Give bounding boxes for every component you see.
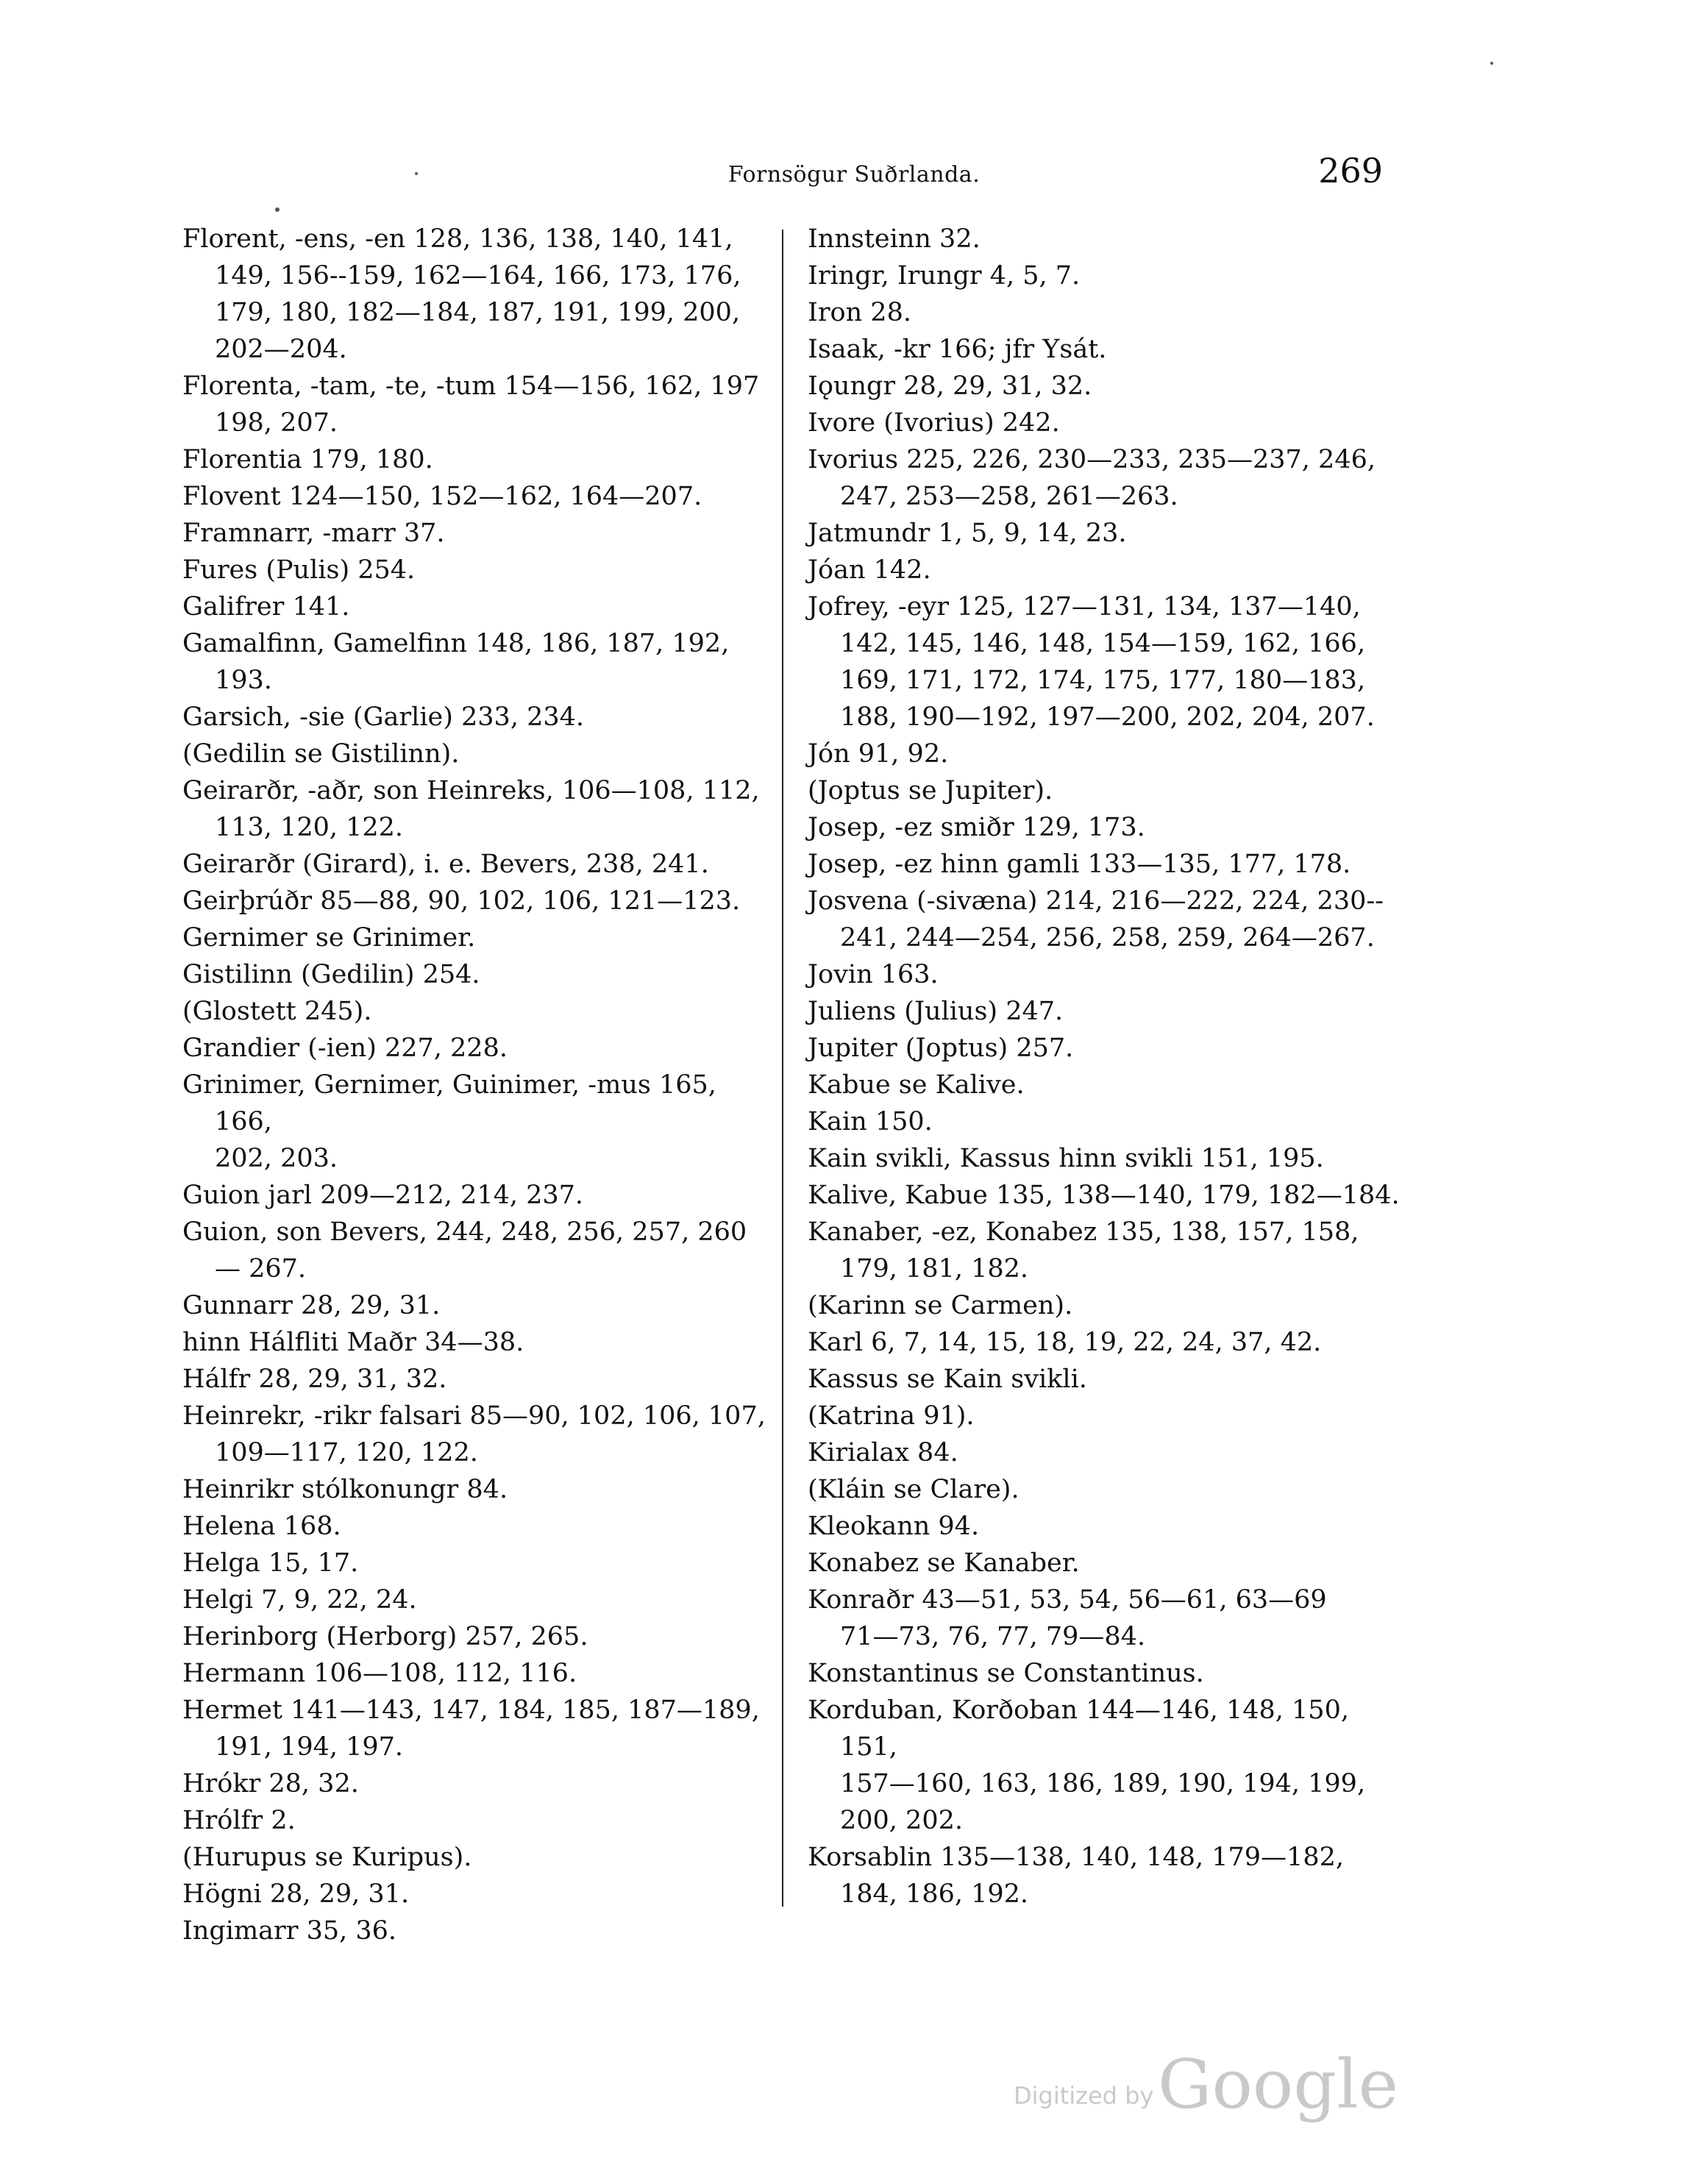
index-entry xyxy=(182,1582,771,1618)
index-entry-line: 241, 244—254, 256, 258, 259, 264—267. xyxy=(840,923,1375,953)
index-entry-line: Kain svikli, Kassus hinn svikli 151, 195. xyxy=(808,1144,1324,1173)
scan-speck xyxy=(415,172,418,175)
index-entry-line: 202, 203. xyxy=(215,1144,338,1173)
index-entry-line: Gamalfinn, Gamelfinn 148, 186, 187, 192, 193. xyxy=(182,629,730,695)
index-entry-line: Guion, son Bevers, 244, 248, 256, 257, 260 xyxy=(182,1217,747,1247)
index-entry-line: Helena 168. xyxy=(182,1512,341,1541)
index-entry-line: Iringr, Irungr 4, 5, 7. xyxy=(808,261,1081,291)
index-entry-line: Jóan 142. xyxy=(808,555,931,585)
index-entry-line: Hermet 141—143, 147, 184, 185, 187—189, xyxy=(182,1696,760,1725)
index-entry-line: (Kláin se Clare). xyxy=(808,1475,1020,1504)
index-entry-line: hinn Hálfliti Maðr 34—38. xyxy=(182,1328,524,1357)
index-entry-line: 202—204. xyxy=(215,335,347,364)
index-entry-line: 179, 181, 182. xyxy=(840,1254,1029,1284)
index-entry-line: Konstantinus se Constantinus. xyxy=(808,1659,1204,1688)
index-entry xyxy=(182,221,771,368)
column-divider xyxy=(782,230,783,1907)
google-logo: Google xyxy=(1158,2045,1399,2124)
index-entry xyxy=(808,588,1403,736)
index-entry-line: Högni 28, 29, 31. xyxy=(182,1879,410,1909)
google-watermark xyxy=(1014,2045,1399,2126)
index-entry-line: Florent, -ens, -en 128, 136, 138, 140, 141, xyxy=(182,224,733,254)
index-entry xyxy=(182,1508,771,1545)
index-entry xyxy=(182,1177,771,1214)
index-entry xyxy=(182,1913,771,1949)
index-entry xyxy=(182,993,771,1030)
index-entry-line: 198, 207. xyxy=(215,408,338,438)
index-entry xyxy=(808,1434,1403,1471)
index-entry-line: Josep, -ez smiðr 129, 173. xyxy=(808,813,1145,842)
index-entry-line: Kalive, Kabue 135, 138—140, 179, 182—184. xyxy=(808,1181,1400,1210)
index-entry xyxy=(808,1030,1403,1067)
index-entry xyxy=(808,1692,1403,1839)
index-entry-line: Florentia 179, 180. xyxy=(182,445,433,474)
index-entry-line: Korsablin 135—138, 140, 148, 179—182, xyxy=(808,1843,1345,1872)
index-entry xyxy=(808,1655,1403,1692)
index-entry-line: 157—160, 163, 186, 189, 190, 194, 199, xyxy=(840,1769,1366,1799)
index-entry xyxy=(182,736,771,772)
index-entry-line: Konraðr 43—51, 53, 54, 56—61, 63—69 xyxy=(808,1585,1327,1615)
index-entry xyxy=(182,919,771,956)
index-entry xyxy=(808,1324,1403,1361)
index-entry-line: Josep, -ez hinn gamli 133—135, 177, 178. xyxy=(808,850,1351,879)
index-entry-line: Josvena (-sivæna) 214, 216—222, 224, 230-- xyxy=(808,886,1384,916)
index-entry-line: 179, 180, 182—184, 187, 191, 199, 200, xyxy=(215,298,741,327)
index-entry-line: 169, 171, 172, 174, 175, 177, 180—183, xyxy=(840,666,1366,695)
index-entry-line: 200, 202. xyxy=(840,1806,963,1835)
index-entry xyxy=(808,1398,1403,1434)
index-entry-line: Jofrey, -eyr 125, 127—131, 134, 137—140, xyxy=(808,592,1361,622)
index-entry-line: Garsich, -sie (Garlie) 233, 234. xyxy=(182,702,585,732)
index-entry-line: Herinborg (Herborg) 257, 265. xyxy=(182,1622,588,1651)
index-entry xyxy=(808,1287,1403,1324)
index-entry xyxy=(808,736,1403,772)
index-entry xyxy=(182,1067,771,1177)
index-entry xyxy=(808,1471,1403,1508)
index-entry xyxy=(808,1361,1403,1398)
index-entry xyxy=(182,1802,771,1839)
index-entry-line: 149, 156--159, 162—164, 166, 173, 176, xyxy=(215,261,741,291)
index-entry xyxy=(182,441,771,478)
index-entry-line: Gunnarr 28, 29, 31. xyxy=(182,1291,441,1320)
index-entry-line: Grandier (-ien) 227, 228. xyxy=(182,1034,508,1063)
index-entry xyxy=(808,331,1403,368)
index-entry xyxy=(808,772,1403,809)
index-entry-line: Innsteinn 32. xyxy=(808,224,981,254)
index-entry xyxy=(182,1618,771,1655)
index-entry xyxy=(808,515,1403,552)
index-entry-line: Geirarðr, -aðr, son Heinreks, 106—108, 112, xyxy=(182,776,760,805)
index-entry xyxy=(808,441,1403,515)
index-entry xyxy=(182,1839,771,1876)
index-entry xyxy=(182,1655,771,1692)
index-entry-line: Framnarr, -marr 37. xyxy=(182,519,445,548)
index-entry-line: Ivore (Ivorius) 242. xyxy=(808,408,1060,438)
index-entry xyxy=(808,993,1403,1030)
index-entry-line: Kain 150. xyxy=(808,1107,933,1136)
index-entry-line: Flovent 124—150, 152—162, 164—207. xyxy=(182,482,702,511)
index-entry-line: Geirarðr (Girard), i. e. Bevers, 238, 241. xyxy=(182,850,709,879)
index-entry xyxy=(182,1692,771,1765)
index-entry xyxy=(182,956,771,993)
index-entry-line: Ingimarr 35, 36. xyxy=(182,1916,397,1946)
index-entry-line: Kanaber, -ez, Konabez 135, 138, 157, 158, xyxy=(808,1217,1359,1247)
index-entry-line: Ivorius 225, 226, 230—233, 235—237, 246, xyxy=(808,445,1376,474)
index-entry xyxy=(808,221,1403,257)
index-entry xyxy=(808,809,1403,846)
index-entry xyxy=(808,883,1403,956)
index-entry-line: Gernimer se Grinimer. xyxy=(182,923,476,953)
index-entry xyxy=(808,956,1403,993)
index-entry xyxy=(808,1067,1403,1103)
index-entry-line: 109—117, 120, 122. xyxy=(215,1438,478,1468)
index-entry xyxy=(808,1839,1403,1913)
index-entry xyxy=(808,1177,1403,1214)
index-entry-line: 188, 190—192, 197—200, 202, 204, 207. xyxy=(840,702,1375,732)
index-entry xyxy=(182,368,771,441)
index-entry xyxy=(182,1471,771,1508)
index-entry-line: (Gedilin se Gistilinn). xyxy=(182,739,460,769)
index-entry-line: Juliens (Julius) 247. xyxy=(808,997,1064,1026)
index-entry-line: Galifrer 141. xyxy=(182,592,350,622)
index-entry-line: Karl 6, 7, 14, 15, 18, 19, 22, 24, 37, 42. xyxy=(808,1328,1322,1357)
index-entry-line: Florenta, -tam, -te, -tum 154—156, 162, 197 xyxy=(182,371,760,401)
index-entry-line: Korduban, Korðoban 144—146, 148, 150, 151, xyxy=(808,1696,1349,1762)
index-entry-line: Iron 28. xyxy=(808,298,911,327)
index-entry-line: Heinrekr, -rikr falsari 85—90, 102, 106, 107, xyxy=(182,1401,766,1431)
index-entry xyxy=(182,1287,771,1324)
index-entry-line: Kabue se Kalive. xyxy=(808,1070,1025,1100)
index-entry xyxy=(182,699,771,736)
index-entry-line: (Karinn se Carmen). xyxy=(808,1291,1073,1320)
index-entry xyxy=(808,846,1403,883)
index-entry-line: Grinimer, Gernimer, Guinimer, -mus 165, 166, xyxy=(182,1070,716,1136)
index-entry xyxy=(182,552,771,588)
index-entry-line: Kleokann 94. xyxy=(808,1512,980,1541)
index-entry-line: Jón 91, 92. xyxy=(808,739,949,769)
index-entry-line: Jatmundr 1, 5, 9, 14, 23. xyxy=(808,519,1127,548)
index-entry xyxy=(182,883,771,919)
running-header-title: Fornsögur Suðrlanda. xyxy=(727,162,981,188)
index-column-right xyxy=(808,221,1403,1913)
index-entry-line: — 267. xyxy=(215,1254,307,1284)
index-entry-line: 113, 120, 122. xyxy=(215,813,404,842)
index-entry-line: Jovin 163. xyxy=(808,960,939,989)
index-entry xyxy=(808,368,1403,405)
index-entry-line: Heinrikr stólkonungr 84. xyxy=(182,1475,508,1504)
index-entry xyxy=(182,846,771,883)
index-entry xyxy=(808,257,1403,294)
index-entry-line: 191, 194, 197. xyxy=(215,1732,404,1762)
index-entry xyxy=(182,1361,771,1398)
page-number: 269 xyxy=(1318,151,1383,191)
index-entry xyxy=(182,1214,771,1287)
index-entry xyxy=(808,1582,1403,1655)
index-entry-line: Fures (Pulis) 254. xyxy=(182,555,416,585)
index-entry-line: (Glostett 245). xyxy=(182,997,372,1026)
index-entry-line: (Joptus se Jupiter). xyxy=(808,776,1053,805)
index-entry xyxy=(182,1765,771,1802)
index-entry xyxy=(808,294,1403,331)
index-entry-line: Helga 15, 17. xyxy=(182,1548,359,1578)
index-entry-line: (Katrina 91). xyxy=(808,1401,975,1431)
index-entry-line: Hrólfr 2. xyxy=(182,1806,296,1835)
index-entry xyxy=(808,1140,1403,1177)
scan-speck xyxy=(275,207,280,212)
index-entry-line: 142, 145, 146, 148, 154—159, 162, 166, xyxy=(840,629,1366,658)
index-entry-line: Kassus se Kain svikli. xyxy=(808,1365,1087,1394)
index-entry xyxy=(182,625,771,699)
index-entry xyxy=(182,515,771,552)
index-entry xyxy=(808,405,1403,441)
index-entry xyxy=(808,1508,1403,1545)
index-column-left xyxy=(182,221,771,1949)
index-entry-line: Jupiter (Joptus) 257. xyxy=(808,1034,1074,1063)
index-entry-line: Hermann 106—108, 112, 116. xyxy=(182,1659,577,1688)
scan-speck xyxy=(1490,62,1493,65)
index-entry-line: Konabez se Kanaber. xyxy=(808,1548,1080,1578)
index-entry xyxy=(182,1398,771,1471)
index-entry-line: Isaak, -kr 166; jfr Ysát. xyxy=(808,335,1107,364)
index-entry xyxy=(808,1103,1403,1140)
index-entry xyxy=(182,772,771,846)
index-entry xyxy=(182,588,771,625)
index-entry xyxy=(182,1030,771,1067)
index-entry-line: 247, 253—258, 261—263. xyxy=(840,482,1178,511)
index-entry-line: Guion jarl 209—212, 214, 237. xyxy=(182,1181,584,1210)
index-entry xyxy=(808,1545,1403,1582)
index-entry-line: Iǫungr 28, 29, 31, 32. xyxy=(808,371,1092,401)
index-entry-line: Hálfr 28, 29, 31, 32. xyxy=(182,1365,447,1394)
index-entry xyxy=(182,1324,771,1361)
watermark-label: Digitized by xyxy=(1014,2082,1154,2110)
index-entry-line: Gistilinn (Gedilin) 254. xyxy=(182,960,480,989)
index-entry-line: 71—73, 76, 77, 79—84. xyxy=(840,1622,1146,1651)
index-entry-line: (Hurupus se Kuripus). xyxy=(182,1843,472,1872)
index-entry xyxy=(182,478,771,515)
index-entry-line: 184, 186, 192. xyxy=(840,1879,1029,1909)
index-entry xyxy=(808,552,1403,588)
index-entry-line: Hrókr 28, 32. xyxy=(182,1769,359,1799)
index-entry xyxy=(182,1545,771,1582)
index-entry xyxy=(808,1214,1403,1287)
index-entry-line: Helgi 7, 9, 22, 24. xyxy=(182,1585,417,1615)
index-entry-line: Kirialax 84. xyxy=(808,1438,958,1468)
index-entry xyxy=(182,1876,771,1913)
index-entry-line: Geirþrúðr 85—88, 90, 102, 106, 121—123. xyxy=(182,886,741,916)
